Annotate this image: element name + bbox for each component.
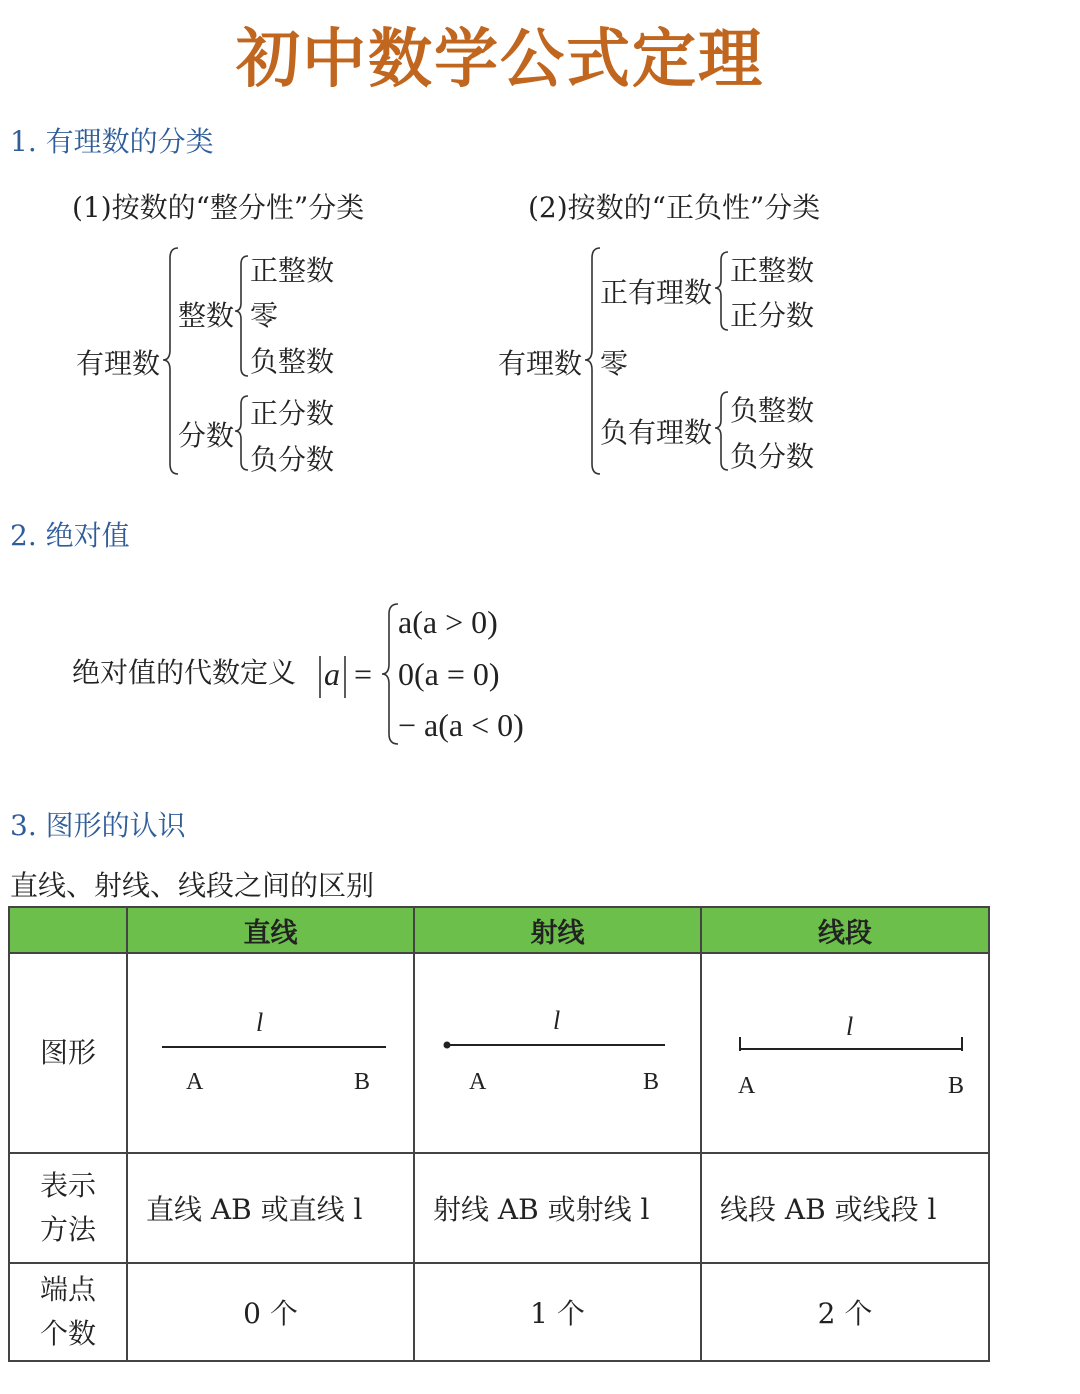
line-ray-segment-table — [8, 906, 990, 1362]
tree-left-fractions: 分数 — [178, 419, 235, 452]
table-header-segment: 线段 — [701, 907, 989, 953]
tree-left-zero: 零 — [250, 299, 279, 332]
tree-right-positive-fraction: 正分数 — [730, 299, 815, 332]
ray-figure — [415, 955, 702, 1151]
classification-left-caption: (1)按数的“整分性”分类 — [72, 191, 365, 224]
table-header-corner — [9, 907, 127, 953]
table-header-line: 直线 — [127, 907, 414, 953]
row-label-figure — [9, 953, 127, 1153]
cell-segment-figure — [701, 953, 989, 1153]
tree-right-zero: 零 — [600, 347, 629, 380]
segment-b-label: B — [948, 1073, 965, 1099]
tree-right-negative-integer: 负整数 — [730, 394, 815, 427]
cell-line-representation: 直线 AB 或直线 l — [127, 1153, 414, 1263]
cell-ray-representation: 射线 AB 或射线 l — [414, 1153, 701, 1263]
cell-ray-figure — [414, 953, 701, 1153]
segment-a-label: A — [738, 1073, 756, 1099]
tree-left-root: 有理数 — [76, 347, 161, 380]
tree-right-positive-integer: 正整数 — [730, 254, 815, 287]
section-2-heading: 2. 绝对值 — [10, 519, 130, 552]
abs-case-zero: 0(a = 0) — [398, 656, 500, 692]
row-label-endpoints-line2: 个数 — [39, 1317, 96, 1350]
tree-right-negative-rational: 负有理数 — [600, 416, 713, 449]
tree-left-negative-fraction: 负分数 — [250, 443, 335, 476]
section-1-heading: 1. 有理数的分类 — [10, 125, 214, 158]
cell-ray-endpoints: 1 个 — [414, 1263, 701, 1361]
tree-right-root: 有理数 — [498, 347, 583, 380]
comparison-subtitle: 直线、射线、线段之间的区别 — [10, 869, 375, 902]
tree-left-positive-integer: 正整数 — [250, 254, 335, 287]
table-row-representation — [9, 1153, 989, 1263]
line-figure — [128, 955, 415, 1151]
line-b-label: B — [354, 1069, 371, 1095]
ray-a-label: A — [469, 1069, 487, 1095]
row-label-endpoints — [9, 1263, 127, 1361]
segment-figure — [702, 955, 990, 1151]
row-label-representation-line1: 表示 — [39, 1169, 96, 1202]
table-header-row — [9, 907, 989, 953]
table-row-figure — [9, 953, 989, 1153]
abs-lhs-variable: a — [324, 656, 340, 692]
classification-right-caption: (2)按数的“正负性”分类 — [528, 191, 821, 224]
row-label-figure-text: 图形 — [39, 1036, 96, 1069]
table-row-endpoints — [9, 1263, 989, 1361]
line-l-label: l — [256, 1008, 264, 1037]
row-label-representation-line2: 方法 — [39, 1213, 96, 1246]
tree-left-negative-integer: 负整数 — [250, 345, 335, 378]
cell-segment-endpoints: 2 个 — [701, 1263, 989, 1361]
section-3-heading: 3. 图形的认识 — [10, 809, 186, 842]
cell-line-figure — [127, 953, 414, 1153]
tree-left-positive-fraction: 正分数 — [250, 397, 335, 430]
segment-l-label: l — [846, 1012, 854, 1041]
page-title: 初中数学公式定理 — [236, 23, 764, 97]
cell-line-endpoints: 0 个 — [127, 1263, 414, 1361]
line-a-label: A — [186, 1069, 204, 1095]
tree-right-negative-fraction: 负分数 — [730, 440, 815, 473]
abs-case-positive: a(a > 0) — [398, 604, 498, 640]
abs-definition-label: 绝对值的代数定义 — [72, 656, 297, 689]
row-label-endpoints-line1: 端点 — [39, 1273, 96, 1306]
table-header-ray: 射线 — [414, 907, 701, 953]
abs-case-negative: − a(a < 0) — [398, 707, 524, 743]
cell-segment-representation: 线段 AB 或线段 l — [701, 1153, 989, 1263]
abs-equals-sign: = — [354, 656, 373, 692]
tree-right-positive-rational: 正有理数 — [600, 276, 713, 309]
tree-left-integers: 整数 — [178, 299, 235, 332]
ray-b-label: B — [643, 1069, 660, 1095]
row-label-representation — [9, 1153, 127, 1263]
ray-l-label: l — [553, 1006, 561, 1035]
